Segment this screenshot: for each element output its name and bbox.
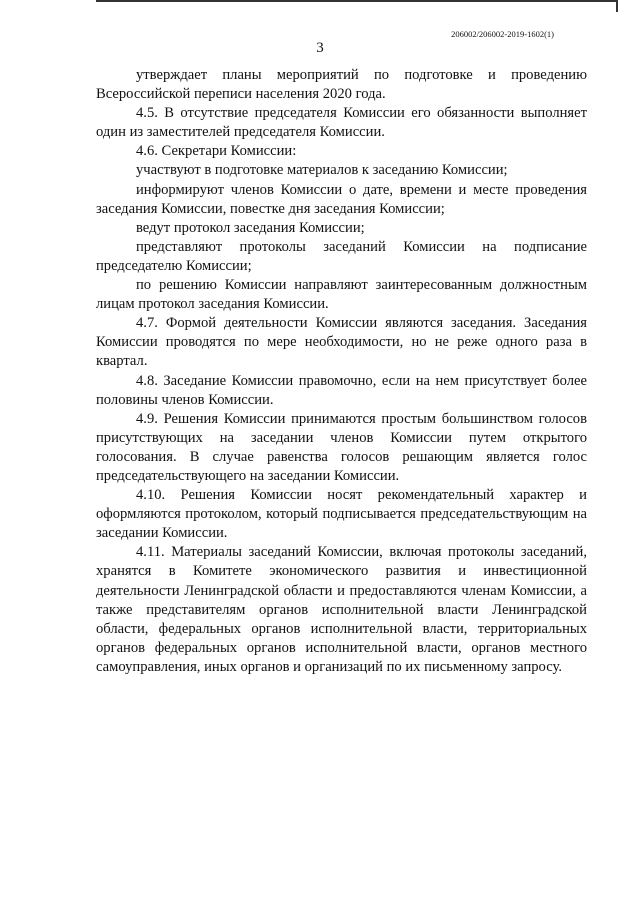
document-body bbox=[96, 66, 587, 677]
paragraph-4-7: 4.7. Формой деятельности Комиссии являются заседания. Заседания Комиссии проводятся по мере необходимости, но не реже одного раза в квартал. bbox=[96, 315, 587, 370]
paragraph-4-11: 4.11. Материалы заседаний Комиссии, включая протоколы заседаний, хранятся в Комитете экономического развития и инвестиционной деятельности Ленинградской области и предоставляются членам Комиссии, а также представителям органов исполнительной власти Ленинградской области, федеральных органов исполнительной власти, территориальных органов федеральных органов исполнительной власти, органов местного самоуправления, иных органов и организаций по их письменному запросу. bbox=[96, 544, 587, 675]
paragraph-4-9: 4.9. Решения Комиссии принимаются простым большинством голосов присутствующих на заседании членов Комиссии путем открытого голосования. В случае равенства голосов решающим является голос председательствующего на заседании Комиссии. bbox=[96, 410, 587, 484]
document-id: 206002/206002-2019-1602(1) bbox=[451, 29, 554, 39]
top-corner-mark bbox=[616, 0, 618, 12]
paragraph-4-10: 4.10. Решения Комиссии носят рекомендательный характер и оформляются протоколом, который подписывается председательствующим на заседании Комиссии. bbox=[96, 487, 587, 542]
list-item: информируют членов Комиссии о дате, времени и месте проведения заседания Комиссии, повестке дня заседания Комиссии; bbox=[96, 181, 587, 217]
list-item: участвуют в подготовке материалов к заседанию Комиссии; bbox=[136, 162, 508, 179]
top-border-line bbox=[96, 0, 616, 2]
list-item: по решению Комиссии направляют заинтересованным должностным лицам протокол заседания Комиссии. bbox=[96, 277, 587, 313]
page-number: 3 bbox=[316, 40, 324, 56]
paragraph-4-8: 4.8. Заседание Комиссии правомочно, если на нем присутствует более половины членов Комиссии. bbox=[96, 372, 587, 408]
paragraph-4-5: 4.5. В отсутствие председателя Комиссии его обязанности выполняет один из заместителей председателя Комиссии. bbox=[96, 105, 587, 141]
paragraph-4-6: 4.6. Секретари Комиссии: bbox=[136, 143, 297, 160]
paragraph-continuation: утверждает планы мероприятий по подготовке и проведению Всероссийской переписи населения 2020 года. bbox=[96, 67, 587, 103]
list-item: представляют протоколы заседаний Комиссии на подписание председателю Комиссии; bbox=[96, 238, 587, 274]
list-item: ведут протокол заседания Комиссии; bbox=[136, 219, 365, 236]
